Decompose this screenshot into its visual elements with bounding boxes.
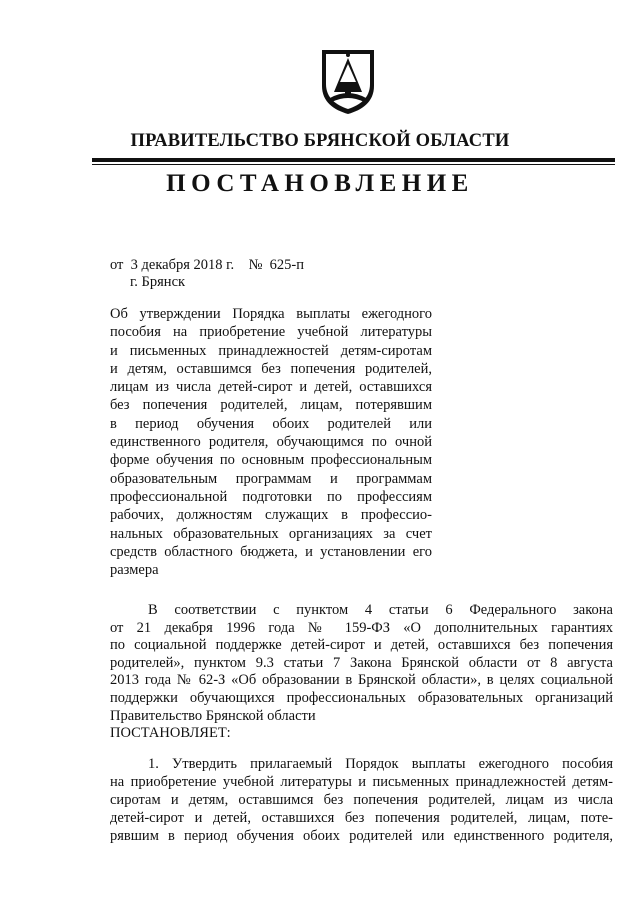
coat-of-arms-emblem	[318, 46, 378, 116]
government-title: ПРАВИТЕЛЬСТВО БРЯНСКОЙ ОБЛАСТИ	[130, 131, 510, 151]
preamble-line: поддержки обучающихся профессиональных образовательных организаций	[110, 689, 613, 706]
preamble-line: от 21 декабря 1996 года № 159-ФЗ «О дополнительных гарантиях	[110, 619, 613, 636]
subject-line: рабочих, должностям служащих в профессио-	[110, 507, 432, 524]
city-line: г. Брянск	[130, 274, 186, 290]
header-rule-thick	[92, 158, 615, 162]
item-1-line: детей-сирот и детей, оставшихся без попечения родителей, лицам, поте-	[110, 810, 613, 826]
subject-block	[110, 305, 432, 579]
document-type-title: ПОСТАНОВЛЕНИЕ	[166, 170, 474, 197]
header-rule-thin	[92, 164, 615, 165]
date-number-line: от 3 декабря 2018 г. № 625-п	[110, 257, 305, 273]
subject-line: и письменных принадлежностей детям-сиротам	[110, 342, 432, 359]
subject-line: лицам из числа детей-сирот и детей, оставшихся	[110, 379, 432, 396]
subject-line: нальных образовательных организациях за счет	[110, 525, 432, 542]
subject-line: пособия на приобретение учебной литературы	[110, 324, 432, 341]
subject-line: размера	[110, 562, 159, 579]
subject-line: средств областного бюджета, и установлении его	[110, 543, 432, 560]
decree-word: ПОСТАНОВЛЯЕТ:	[110, 725, 231, 741]
item-1-line: сиротам и детям, оставшимся без попечения родителей, лицам из числа	[110, 792, 613, 808]
item-1-line: рявшим в период обучения обоих родителей или единственного родителя,	[110, 828, 613, 844]
subject-line: профессиональной подготовки по профессиям	[110, 488, 432, 505]
preamble-line: родителей», пунктом 9.3 статьи 7 Закона Брянской области от 8 августа	[110, 654, 613, 671]
subject-line: Об утверждении Порядка выплаты ежегодного	[110, 306, 432, 322]
preamble-line: В соответствии с пунктом 4 статьи 6 Федерального закона	[148, 602, 613, 618]
item-1-paragraph	[110, 755, 613, 845]
preamble-paragraph	[110, 602, 613, 725]
subject-line: без попечения родителей, лицам, потерявшим	[110, 397, 432, 414]
subject-line: форме обучения по основным профессиональным	[110, 452, 432, 469]
subject-line: в период обучения обоих родителей или	[110, 415, 432, 432]
subject-line: и детям, оставшимся без попечения родителей,	[110, 360, 432, 377]
preamble-line: 2013 года № 62-З «Об образовании в Брянской области», в целях социальной	[110, 672, 613, 689]
preamble-line: Правительство Брянской области	[110, 707, 316, 724]
subject-line: образовательным программам и программам	[110, 470, 432, 487]
item-1-line: на приобретение учебной литературы и письменных принадлежностей детям-	[110, 774, 613, 790]
subject-line: единственного родителя, обучающимся по очной	[110, 434, 432, 451]
preamble-line: по социальной поддержке детей-сирот и детей, оставшихся без попечения	[110, 637, 613, 654]
item-1-line: 1. Утвердить прилагаемый Порядок выплаты ежегодного пособия	[148, 756, 613, 772]
